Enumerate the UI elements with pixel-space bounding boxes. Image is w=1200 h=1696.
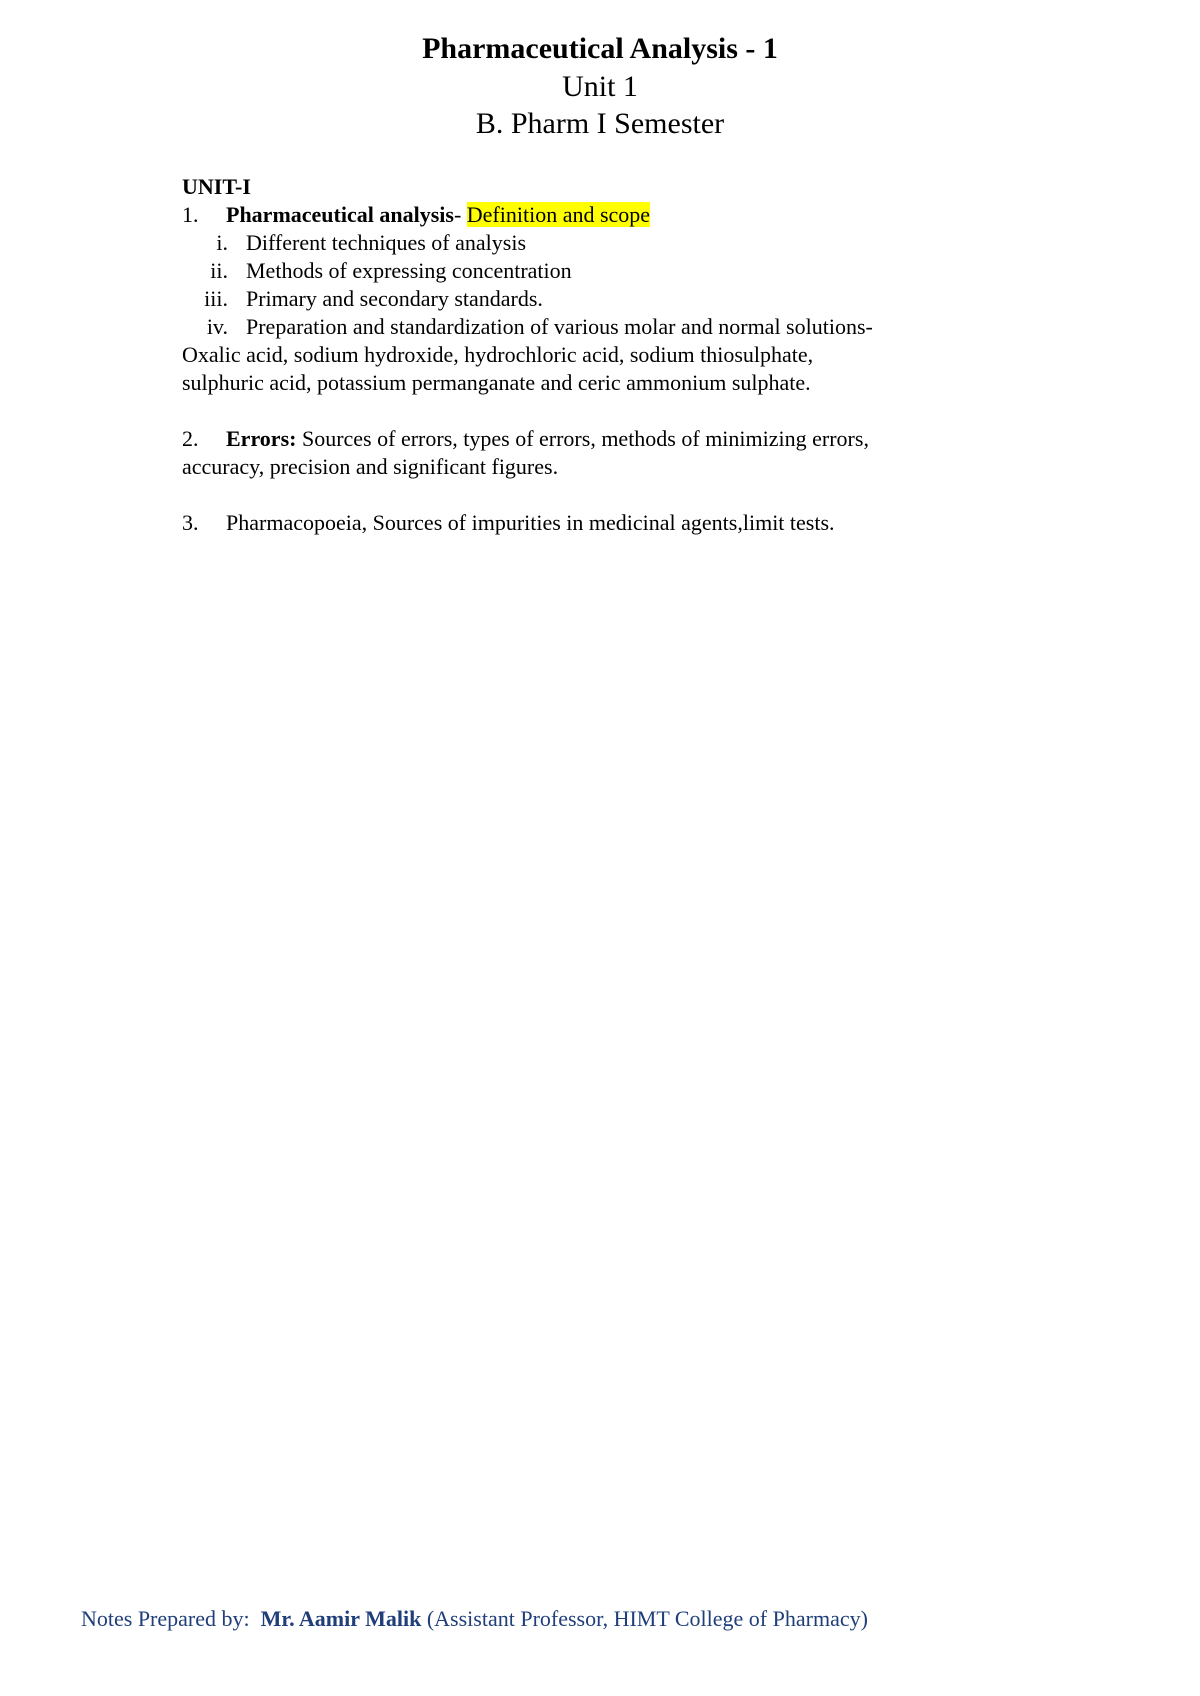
item-text: Pharmacopoeia, Sources of impurities in medicinal agents,limit tests. bbox=[226, 510, 835, 535]
sub-item bbox=[182, 313, 982, 341]
item-dash: - bbox=[453, 202, 467, 227]
sub-item-number: i. bbox=[216, 230, 228, 255]
sub-item-text: Primary and secondary standards. bbox=[246, 286, 543, 311]
continuation-text: accuracy, precision and significant figures. bbox=[182, 454, 559, 479]
item-bold-text: Errors: bbox=[226, 426, 297, 451]
footer-suffix: (Assistant Professor, HIMT College of Pharmacy) bbox=[421, 1606, 868, 1631]
continuation-text: Oxalic acid, sodium hydroxide, hydrochloric acid, sodium thiosulphate, bbox=[182, 342, 814, 367]
sub-item-text: Methods of expressing concentration bbox=[246, 258, 572, 283]
sub-item bbox=[182, 229, 982, 257]
sub-item-number: ii. bbox=[210, 258, 228, 283]
list-item-3 bbox=[182, 509, 982, 537]
unit-label: Unit 1 bbox=[562, 70, 638, 103]
sub-item-text: Preparation and standardization of various molar and normal solutions- bbox=[246, 314, 873, 339]
item-text: Sources of errors, types of errors, methods of minimizing errors, bbox=[296, 426, 869, 451]
document-header bbox=[0, 30, 1200, 142]
semester-label: B. Pharm I Semester bbox=[475, 107, 725, 140]
unit-heading: UNIT-I bbox=[182, 174, 251, 199]
syllabus-content bbox=[182, 173, 982, 537]
sub-item-number: iii. bbox=[204, 286, 228, 311]
footer-author: Mr. Aamir Malik bbox=[260, 1606, 422, 1631]
item-number: 2. bbox=[182, 426, 199, 451]
footer-prefix: Notes Prepared by: bbox=[81, 1606, 261, 1631]
highlighted-text: Definition and scope bbox=[466, 202, 651, 227]
item-bold-text: Pharmaceutical analysis bbox=[226, 202, 454, 227]
continuation-text: sulphuric acid, potassium permanganate and ceric ammonium sulphate. bbox=[182, 370, 811, 395]
item-number: 1. bbox=[182, 202, 199, 227]
list-item-2 bbox=[182, 425, 982, 453]
sub-item bbox=[182, 285, 982, 313]
list-item-1 bbox=[182, 201, 982, 229]
sub-item-number: iv. bbox=[206, 314, 228, 339]
item-number: 3. bbox=[182, 510, 199, 535]
sub-item-text: Different techniques of analysis bbox=[246, 230, 527, 255]
document-title: Pharmaceutical Analysis - 1 bbox=[422, 32, 778, 65]
footer-credit bbox=[81, 1605, 868, 1633]
sub-item bbox=[182, 257, 982, 285]
